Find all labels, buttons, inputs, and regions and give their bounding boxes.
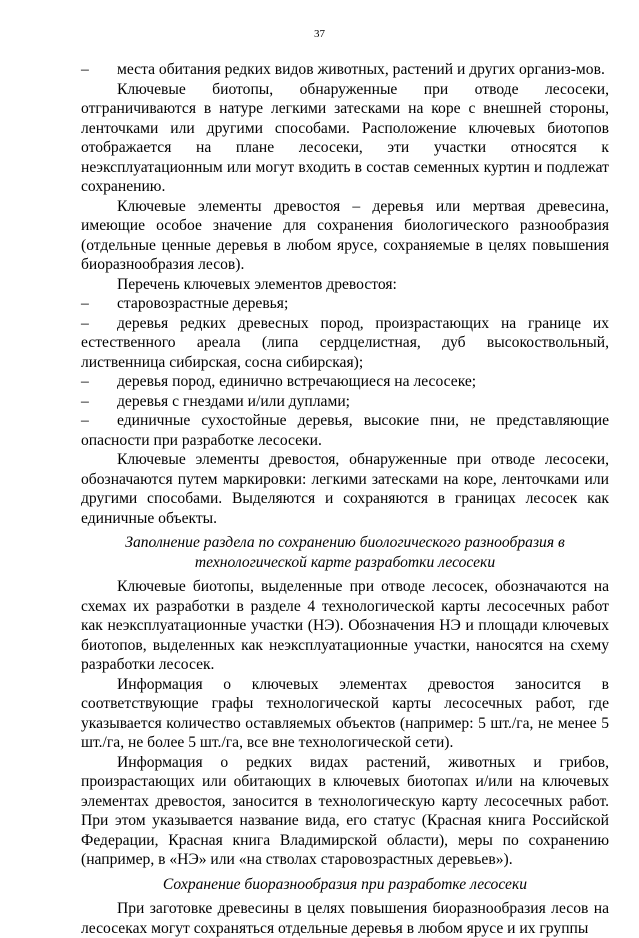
paragraph: При заготовке древесины в целях повышения биоразнообразия лесов на лесосеках могут сохраняться отдельные деревья в любом ярусе и их группы <box>81 900 609 937</box>
section-heading: Сохранение биоразнообразия при разработке лесосеки <box>162 875 528 893</box>
paragraph: Информация о редких видах растений, животных и грибов, произрастающих или обитающих в ключевых биотопах и/или на ключевых элементах древостоя, заносится в технологическую карту лесосечных работ. При этом указывается название вида, его статус (Красная книга Российской Федерации, Красная книга Владимирской области), меры по сохранению (например, в «НЭ» или «на стволах старовозрастных деревьев»). <box>81 753 609 868</box>
paragraph: Ключевые элементы древостоя, обнаруженные при отводе лесосеки, обозначаются путем маркировки: легкими затесками на коре, ленточками или другими способами. Выделяются и сохраняются в границах лесосек как единичные объекты. <box>81 451 609 527</box>
list-item <box>81 314 609 373</box>
page-number: 37 <box>314 28 325 40</box>
section-heading: Заполнение раздела по сохранению биологического разнообразия в технологической карте разработки лесосеки <box>125 534 565 571</box>
list-item <box>81 392 609 412</box>
list-dash-marker: – <box>81 295 89 312</box>
list-item-text: единичные сухостойные деревья, высокие пни, не представляющие опасности при разработке лесосеки. <box>81 412 609 449</box>
list-item-text: деревья пород, единично встречающиеся на лесосеке; <box>117 373 477 390</box>
list-dash-marker: – <box>81 61 89 78</box>
document-body <box>81 60 609 938</box>
paragraph: Ключевые элементы древостоя – деревья или мертвая древесина, имеющие особое значение для сохранения биологического разнообразия (отдельные ценные деревья в любом ярусе, сохраняемые в целях повышения биоразнообразия лесов). <box>81 197 609 273</box>
list-item <box>81 372 609 392</box>
list-item-text: места обитания редких видов животных, растений и других организ-мов. <box>117 61 605 78</box>
list-item-text: деревья с гнездами и/или дуплами; <box>117 392 351 410</box>
list-dash-marker: – <box>81 373 89 390</box>
list-item <box>81 60 609 80</box>
list-item <box>81 294 609 314</box>
list-item <box>81 411 609 450</box>
list-item-text: деревья редких древесных пород, произрастающих на границе их естественного ареала (липа сердцелистная, дуб высокоствольный, лиственница сибирская, сосна сибирская); <box>81 314 609 371</box>
list-item-text: старовозрастные деревья; <box>117 295 289 312</box>
paragraph: Информация о ключевых элементах древостоя заносится в соответствующие графы технологической карты лесосечных работ, где указывается количество оставляемых объектов (например: 5 шт./га, не менее 5 шт./га, не более 5 шт./га, все вне технологической сети). <box>81 675 609 751</box>
list-dash-marker: – <box>81 392 89 410</box>
paragraph: Ключевые биотопы, выделенные при отводе лесосек, обозначаются на схемах их разработки в разделе 4 технологической карты лесосечных работ как неэксплуатационные участки (НЭ). Обозначения НЭ и площади ключевых биотопов, выделенных как неэксплуатационные участки, наносятся на схему разработки лесосек. <box>81 578 609 673</box>
list-dash-marker: – <box>81 412 89 429</box>
list-dash-marker: – <box>81 314 89 332</box>
paragraph: Ключевые биотопы, обнаруженные при отводе лесосеки, отграничиваются в натуре легкими затесками на коре с внешней стороны, ленточками или другими способами. Расположение ключевых биотопов отображается на плане лесосеки, эти участки относятся к неэксплуатационным или могут входить в состав семенных куртин и подлежат сохранению. <box>81 80 609 195</box>
paragraph: Перечень ключевых элементов древостоя: <box>117 275 397 293</box>
